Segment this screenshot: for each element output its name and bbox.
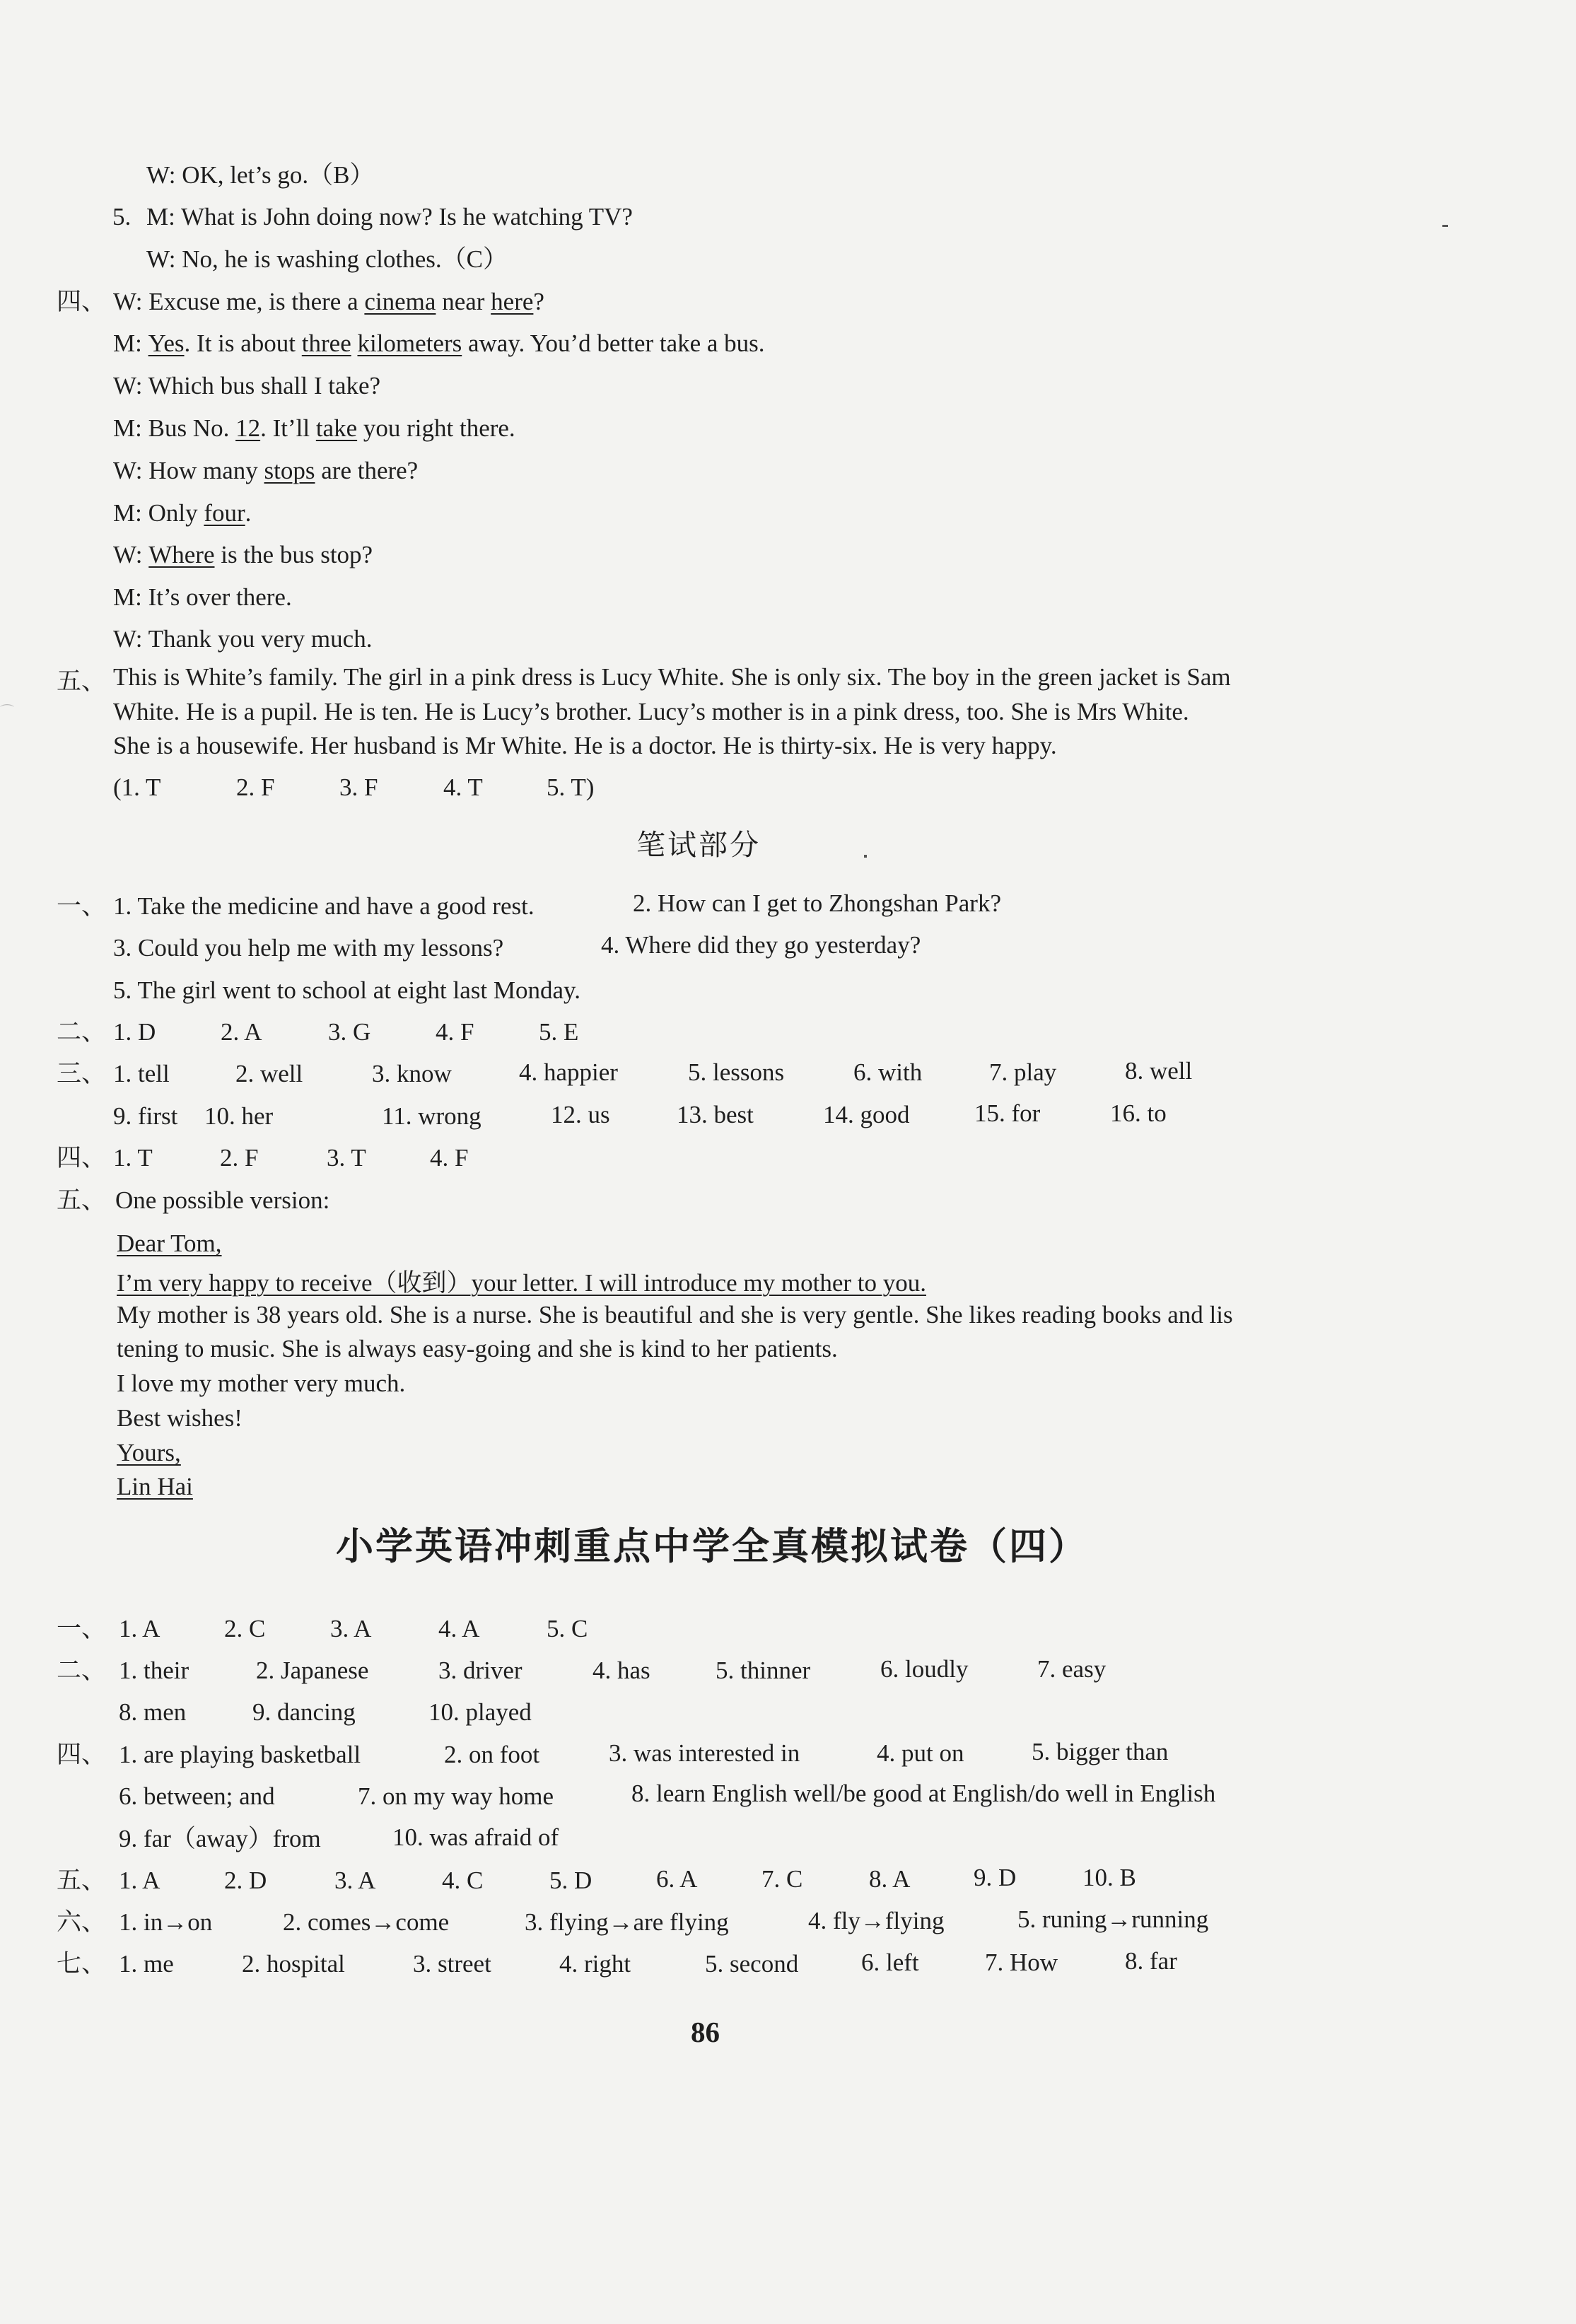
answer-item: 1. D bbox=[113, 1018, 156, 1046]
answer-item: 15. for bbox=[974, 1099, 1041, 1127]
answer-item: 4. happier bbox=[519, 1058, 618, 1086]
dialog-line: M: Yes. It is about three kilometers away. You’d better take a bus. bbox=[113, 329, 765, 357]
answer-item: 8. well bbox=[1125, 1057, 1193, 1085]
scan-speck bbox=[864, 855, 867, 858]
essay-intro: One possible version: bbox=[115, 1186, 330, 1214]
answer-item: 16. to bbox=[1110, 1099, 1167, 1127]
answer-item: 2. on foot bbox=[444, 1741, 540, 1768]
answer-item: 6. loudly bbox=[880, 1655, 969, 1683]
answer-item: 3. F bbox=[339, 773, 378, 801]
answer-item: 7. easy bbox=[1037, 1655, 1107, 1683]
exam-title: 小学英语冲刺重点中学全真模拟试卷（四） bbox=[336, 1525, 1088, 1568]
answer-item: 2. D bbox=[224, 1867, 267, 1894]
answer-item: 8. men bbox=[119, 1698, 187, 1726]
section-label: 三、 bbox=[57, 1060, 107, 1087]
answer-item: 2. A bbox=[221, 1018, 262, 1046]
answer-item: 8. learn English well/be good at English/do well in English bbox=[631, 1780, 1216, 1807]
answer-item: 5. second bbox=[705, 1950, 799, 1978]
section-label: 二、 bbox=[57, 1657, 107, 1684]
answer-item: 3. Could you help me with my lessons? bbox=[113, 934, 504, 962]
answer-item: 5. bigger than bbox=[1032, 1738, 1169, 1765]
dialog-line: M: What is John doing now? Is he watching TV? bbox=[146, 203, 633, 230]
section-label: 一、 bbox=[57, 892, 107, 920]
answer-item: 2. How can I get to Zhongshan Park? bbox=[633, 889, 1001, 917]
answer-item: 2. well bbox=[235, 1060, 303, 1087]
essay-line: I’m very happy to receive（收到）your letter. I will introduce my mother to you. bbox=[117, 1269, 926, 1297]
answer-item: 11. wrong bbox=[382, 1102, 481, 1130]
answer-item: 4. Where did they go yesterday? bbox=[601, 931, 921, 959]
answer-item: 3. A bbox=[330, 1615, 372, 1642]
answer-item: 9. D bbox=[974, 1864, 1017, 1891]
answer-item: 5. The girl went to school at eight last Monday. bbox=[113, 976, 581, 1004]
answer-item: 2. F bbox=[236, 773, 275, 801]
answer-item: 9. dancing bbox=[252, 1698, 356, 1726]
answer-item: 2. C bbox=[224, 1615, 266, 1642]
answer-item: 10. B bbox=[1082, 1864, 1136, 1891]
passage-line: White. He is a pupil. He is ten. He is Lucy’s brother. Lucy’s mother is in a pink dress, too. She is Mrs White. bbox=[113, 698, 1189, 725]
answer-item: 4. C bbox=[442, 1867, 484, 1894]
answer-item: 9. far（away）from bbox=[119, 1825, 321, 1852]
scan-speck bbox=[1442, 225, 1448, 227]
answer-item: 7. How bbox=[985, 1949, 1058, 1976]
answer-item: (1. T bbox=[113, 773, 161, 801]
answer-item: 1. A bbox=[119, 1615, 160, 1642]
answer-item: 5. runing→running bbox=[1017, 1905, 1209, 1933]
section-label: 一、 bbox=[57, 1615, 107, 1642]
answer-item: 5. D bbox=[549, 1867, 593, 1894]
answer-item: 2. hospital bbox=[242, 1950, 345, 1978]
answer-item: 12. us bbox=[551, 1101, 610, 1128]
answer-item: 14. good bbox=[823, 1101, 910, 1128]
section-label: 五、 bbox=[57, 1186, 107, 1214]
answer-item: 5. T) bbox=[547, 773, 595, 801]
dialog-line: M: Bus No. 12. It’ll take you right there. bbox=[113, 414, 515, 442]
section-label: 四、 bbox=[57, 1144, 107, 1172]
section-label: 六、 bbox=[57, 1908, 107, 1936]
passage-line: She is a housewife. Her husband is Mr White. He is a doctor. He is thirty-six. He is very happy. bbox=[113, 732, 1057, 759]
dialog-line: M: Only four. bbox=[113, 499, 252, 527]
question-number: 5. bbox=[112, 203, 132, 230]
answer-item: 3. know bbox=[372, 1060, 452, 1087]
dialog-line: W: No, he is washing clothes.（C） bbox=[146, 245, 508, 273]
answer-item: 6. left bbox=[861, 1949, 919, 1976]
dialog-line: W: Which bus shall I take? bbox=[113, 372, 381, 399]
answer-item: 4. has bbox=[593, 1657, 650, 1684]
answer-item: 4. fly→flying bbox=[808, 1907, 945, 1934]
section-label: 二、 bbox=[57, 1018, 107, 1046]
answer-item: 4. right bbox=[559, 1950, 631, 1978]
essay-line: tening to music. She is always easy-going and she is kind to her patients. bbox=[117, 1335, 838, 1362]
answer-item: 13. best bbox=[677, 1101, 754, 1128]
answer-item: 3. G bbox=[328, 1018, 371, 1046]
dialog-line: W: Thank you very much. bbox=[113, 625, 373, 653]
answer-item: 5. lessons bbox=[688, 1058, 785, 1086]
answer-item: 3. driver bbox=[438, 1657, 523, 1684]
section-label: 七、 bbox=[57, 1950, 107, 1978]
answer-item: 4. F bbox=[430, 1144, 469, 1172]
answer-item: 1. their bbox=[119, 1657, 189, 1684]
answer-item: 2. Japanese bbox=[256, 1657, 369, 1684]
answer-item: 1. A bbox=[119, 1867, 160, 1894]
essay-line: I love my mother very much. bbox=[117, 1370, 406, 1397]
section-label: 五、 bbox=[57, 667, 107, 695]
section-label: 五、 bbox=[57, 1867, 107, 1894]
essay-greeting: Dear Tom, bbox=[117, 1230, 222, 1257]
dialog-line: W: How many stops are there? bbox=[113, 457, 419, 484]
answer-item: 6. with bbox=[853, 1058, 923, 1086]
answer-item: 1. T bbox=[113, 1144, 153, 1172]
answer-item: 6. between; and bbox=[119, 1782, 275, 1810]
answer-item: 7. play bbox=[989, 1058, 1057, 1086]
answer-item: 2. comes→come bbox=[283, 1908, 450, 1936]
answer-item: 7. C bbox=[761, 1865, 803, 1893]
answer-item: 3. T bbox=[327, 1144, 366, 1172]
answer-item: 4. put on bbox=[877, 1739, 964, 1767]
dialog-line: W: Excuse me, is there a cinema near here? bbox=[113, 288, 544, 315]
answer-item: 4. T bbox=[443, 773, 483, 801]
answer-item: 4. F bbox=[436, 1018, 474, 1046]
answer-item: 7. on my way home bbox=[358, 1782, 554, 1810]
answer-item: 1. are playing basketball bbox=[119, 1741, 361, 1768]
answer-item: 5. C bbox=[547, 1615, 588, 1642]
answer-item: 4. A bbox=[438, 1615, 480, 1642]
answer-item: 8. far bbox=[1125, 1947, 1177, 1975]
dialog-line: W: OK, let’s go.（B） bbox=[146, 161, 375, 189]
answer-item: 10. was afraid of bbox=[392, 1823, 559, 1851]
answer-item: 9. first bbox=[113, 1102, 178, 1130]
answer-item: 3. A bbox=[334, 1867, 376, 1894]
answer-item: 5. E bbox=[539, 1018, 579, 1046]
section-label: 四、 bbox=[57, 1741, 107, 1768]
essay-line: Best wishes! bbox=[117, 1404, 243, 1432]
essay-signature: Lin Hai bbox=[117, 1473, 193, 1500]
answer-item: 1. me bbox=[119, 1950, 174, 1978]
answer-item: 10. her bbox=[204, 1102, 274, 1130]
essay-line: My mother is 38 years old. She is a nurse. She is beautiful and she is very gentle. She likes reading books and lis bbox=[117, 1301, 1233, 1329]
answer-item: 1. Take the medicine and have a good rest. bbox=[113, 892, 535, 920]
answer-item: 2. F bbox=[220, 1144, 259, 1172]
answer-item: 8. A bbox=[869, 1865, 911, 1893]
passage-line: This is White’s family. The girl in a pink dress is Lucy White. She is only six. The boy in the green jacket is Sam bbox=[113, 663, 1231, 691]
answer-item: 3. flying→are flying bbox=[525, 1908, 729, 1936]
answer-item: 5. thinner bbox=[716, 1657, 811, 1684]
section-heading: 笔试部分 bbox=[636, 828, 761, 862]
section-label: 四、 bbox=[57, 288, 107, 315]
essay-line: Yours, bbox=[117, 1439, 181, 1466]
answer-item: 10. played bbox=[428, 1698, 532, 1726]
answer-item: 6. A bbox=[656, 1865, 698, 1893]
dialog-line: W: Where is the bus stop? bbox=[113, 541, 373, 568]
page-number: 86 bbox=[691, 2016, 720, 2048]
answer-item: 3. was interested in bbox=[609, 1739, 800, 1767]
answer-item: 3. street bbox=[413, 1950, 491, 1978]
margin-mark: ⌒ bbox=[0, 704, 14, 720]
answer-item: 1. in→on bbox=[119, 1908, 213, 1936]
dialog-line: M: It’s over there. bbox=[113, 583, 292, 611]
answer-item: 1. tell bbox=[113, 1060, 170, 1087]
